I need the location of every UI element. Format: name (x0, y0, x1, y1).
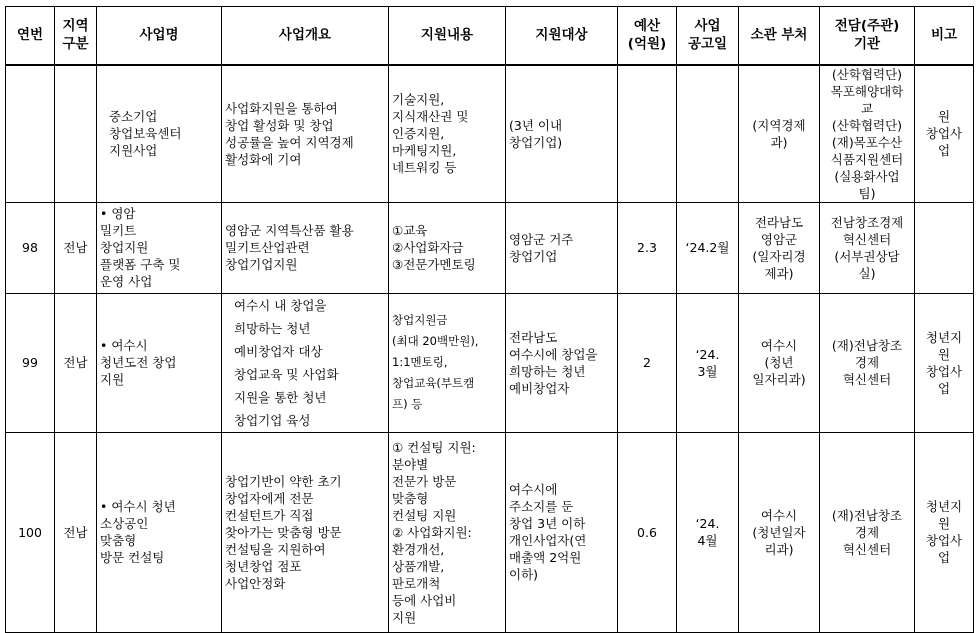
cell-note: 청년지 원 창업사 업 (915, 293, 974, 432)
cell-region (55, 65, 97, 203)
cell-region: 전남 (55, 293, 97, 432)
cell-support: ①교육 ②사업화자금 ③전문가멘토링 (389, 202, 506, 293)
table-row (6, 202, 974, 293)
header-support: 지원내용 (389, 7, 506, 65)
cell-date (677, 65, 739, 203)
business-support-table (5, 6, 974, 633)
header-budget: 예산 (억원) (618, 7, 677, 65)
cell-no (6, 65, 55, 203)
header-agency: 전담(주관) 기관 (820, 7, 915, 65)
cell-ministry: 여수시 (청년 일자리과) (739, 293, 820, 432)
header-name: 사업명 (97, 7, 222, 65)
header-date: 사업 공고일 (677, 7, 739, 65)
cell-name: • 여수시 청년도전 창업 지원 (97, 293, 222, 432)
header-region: 지역 구분 (55, 7, 97, 65)
cell-budget: 2 (618, 293, 677, 432)
cell-note: 청년지 원 창업사 업 (915, 432, 974, 632)
header-no: 연번 (6, 7, 55, 65)
header-note: 비고 (915, 7, 974, 65)
cell-date: ‘24.2월 (677, 202, 739, 293)
cell-name: 중소기업 창업보육센터 지원사업 (97, 65, 222, 203)
cell-support: ① 컨설팅 지원: 분야별 전문가 방문 맞춤형 컨설팅 지원 ② 사업화지원: 환경개선, 상품개발, 판로개척 등에 사업비 지원 (389, 432, 506, 632)
table-row (6, 293, 974, 432)
cell-date: ‘24. 4월 (677, 432, 739, 632)
cell-date: ‘24. 3월 (677, 293, 739, 432)
cell-agency: (재)전남창조 경제 혁신센터 (820, 293, 915, 432)
cell-overview: 영암군 지역특산품 활용 밀키트산업관련 창업기업지원 (222, 202, 389, 293)
cell-no: 98 (6, 202, 55, 293)
cell-region: 전남 (55, 202, 97, 293)
header-overview: 사업개요 (222, 7, 389, 65)
cell-no: 99 (6, 293, 55, 432)
header-ministry: 소관 부처 (739, 7, 820, 65)
cell-budget: 0.6 (618, 432, 677, 632)
cell-agency: 전남창조경제 혁신센터 (서부권상담 실) (820, 202, 915, 293)
cell-overview: 창업기반이 약한 초기 창업자에게 전문 컨설턴트가 직접 찾아가는 맞춤형 방문 컨설팅을 지원하여 청년창업 점포 사업안정화 (222, 432, 389, 632)
cell-support: 창업지원금 (최대 20백만원), 1:1멘토링, 창업교육(부트캠 프) 등 (389, 293, 506, 432)
cell-note (915, 202, 974, 293)
cell-region: 전남 (55, 432, 97, 632)
header-target: 지원대상 (506, 7, 618, 65)
cell-target: 여수시에 주소지를 둔 창업 3년 이하 개인사업자(연 매출액 2억원 이하) (506, 432, 618, 632)
cell-agency: (재)전남창조 경제 혁신센터 (820, 432, 915, 632)
cell-target: 전라남도 여수시에 창업을 희망하는 청년 예비창업자 (506, 293, 618, 432)
cell-support: 기술지원, 지식재산권 및 인증지원, 마케팅지원, 네트워킹 등 (389, 65, 506, 203)
cell-name: • 여수시 청년 소상공인 맞춤형 방문 컨설팅 (97, 432, 222, 632)
cell-overview: 사업화지원을 통하여 창업 활성화 및 창업 성공률을 높여 지역경제 활성화에 기여 (222, 65, 389, 203)
cell-target: 영암군 거주 창업기업 (506, 202, 618, 293)
cell-budget: 2.3 (618, 202, 677, 293)
cell-target: (3년 이내 창업기업) (506, 65, 618, 203)
cell-ministry: (지역경제 과) (739, 65, 820, 203)
cell-name: • 영암 밀키트 창업지원 플랫폼 구축 및 운영 사업 (97, 202, 222, 293)
table-row (6, 65, 974, 203)
header-row (6, 7, 974, 65)
cell-ministry: 여수시 (청년일자 리과) (739, 432, 820, 632)
table-row (6, 432, 974, 632)
cell-agency: (산학협력단) 목포해양대학 교 (산학협력단) (재)목포수산 식품지원센터 (실용화사업 팀) (820, 65, 915, 203)
cell-ministry: 전라남도 영암군 (일자리경 제과) (739, 202, 820, 293)
cell-budget (618, 65, 677, 203)
cell-note: 원 창업사 업 (915, 65, 974, 203)
cell-overview: 여수시 내 창업을 희망하는 청년 예비창업자 대상 창업교육 및 사업화 지원을 통한 청년 창업기업 육성 (222, 293, 389, 432)
cell-no: 100 (6, 432, 55, 632)
